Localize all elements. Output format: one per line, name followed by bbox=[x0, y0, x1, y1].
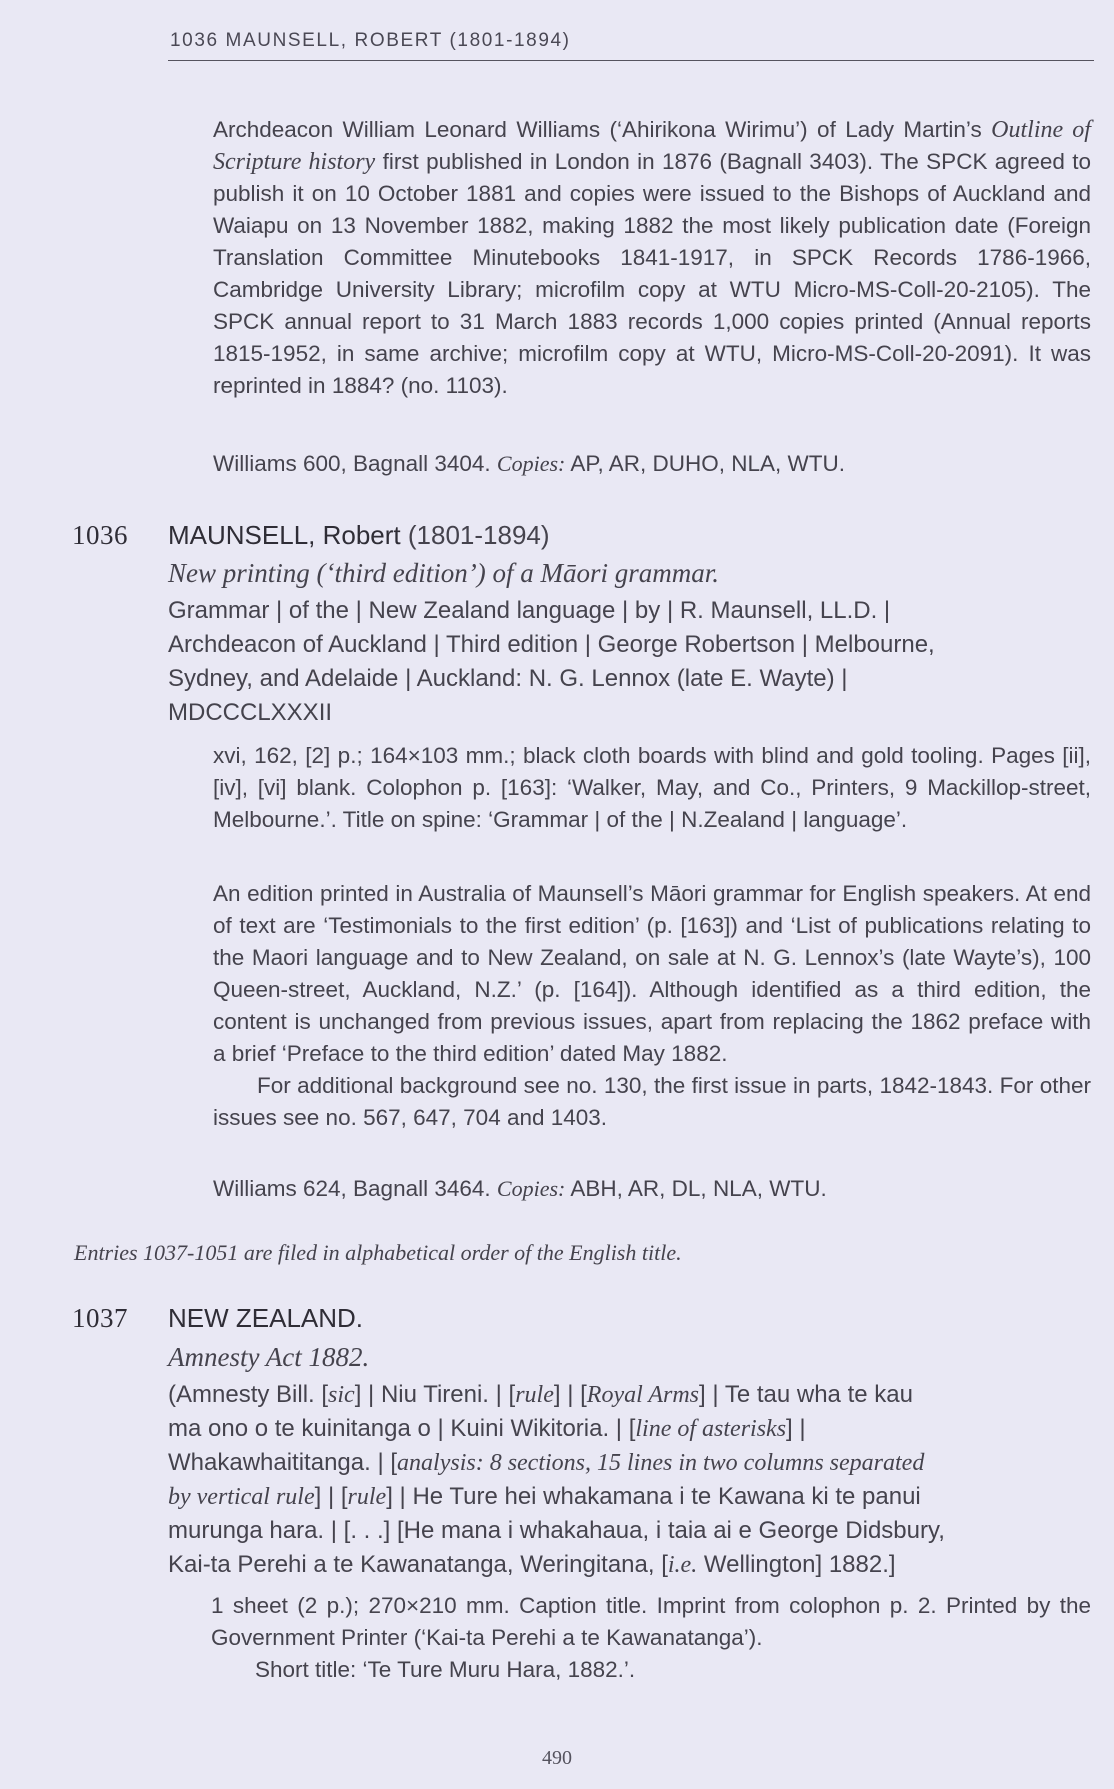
entry-dates: (1801-1894) bbox=[407, 520, 550, 550]
entry-heading bbox=[168, 520, 550, 551]
collation-text: xvi, 162, [2] p.; 164×103 mm.; black cloth boards with blind and gold tooling. Pages [ii], [iv], [vi] blank. Colophon p. [163]: ‘Walker, May, and Co., Printers, 9 Mackillop-street, Melbourne.’. Title on spine: ‘Grammar | of the | N.Zealand | language’. bbox=[213, 743, 1091, 832]
entry-subtitle: New printing (‘third edition’) of a Māori grammar. bbox=[168, 558, 719, 588]
transcription-line: murunga hara. | [. . .] [He mana i whakahaua, i taia ai e George Didsbury, bbox=[168, 1517, 945, 1544]
transcription-line: Sydney, and Adelaide | Auckland: N. G. Lennox (late E. Wayte) | bbox=[168, 665, 848, 692]
entry-heading bbox=[168, 1303, 363, 1334]
copies-label: Copies: bbox=[496, 451, 566, 476]
continuation-italic-title: Outline of Scripture history bbox=[213, 117, 1091, 175]
transcription-line: Kai-ta Perehi a te Kawanatanga, Weringitana, [i.e. Wellington] 1882.] bbox=[168, 1551, 896, 1578]
collation-paragraph bbox=[211, 1590, 1091, 1686]
references: Williams 600, Bagnall 3404. bbox=[213, 451, 491, 476]
references: Williams 624, Bagnall 3464. bbox=[213, 1176, 491, 1201]
transcription-line: Grammar | of the | New Zealand language | by | R. Maunsell, LL.D. | bbox=[168, 597, 891, 624]
transcription-line: Archdeacon of Auckland | Third edition | George Robertson | Melbourne, bbox=[168, 631, 935, 658]
note-paragraph bbox=[213, 878, 1091, 1134]
entry-author: MAUNSELL, Robert bbox=[168, 520, 401, 550]
entry-author: NEW ZEALAND. bbox=[168, 1303, 364, 1333]
running-header: 1036 MAUNSELL, ROBERT (1801-1894) bbox=[170, 30, 571, 51]
transcription-line: by vertical rule] | [rule] | He Ture hei whakamana i te Kawana ki te panui bbox=[168, 1483, 921, 1510]
entry-subtitle: Amnesty Act 1882. bbox=[168, 1342, 370, 1372]
continuation-refs bbox=[213, 448, 1091, 480]
copies-list: ABH, AR, DL, NLA, WTU. bbox=[570, 1176, 827, 1201]
header-rule bbox=[168, 60, 1094, 61]
collation-text: 1 sheet (2 p.); 270×210 mm. Caption title. Imprint from colophon p. 2. Printed by the Government Printer (‘Kai-ta Perehi a te Kawanatanga’). bbox=[211, 1593, 1091, 1650]
continuation-text-start: Archdeacon William Leonard Williams (‘Ahirikona Wirimu’) of Lady Martin’s bbox=[213, 117, 982, 142]
page-number: 490 bbox=[542, 1747, 572, 1769]
filing-note: Entries 1037-1051 are filed in alphabetical order of the English title. bbox=[74, 1240, 682, 1265]
continuation-paragraph bbox=[213, 114, 1091, 402]
transcription-line: MDCCCLXXXII bbox=[168, 699, 333, 726]
note-text-2: For additional background see no. 130, the first issue in parts, 1842-1843. For other issues see no. 567, 647, 704 and 1403. bbox=[213, 1073, 1091, 1130]
entry-number: 1036 bbox=[72, 520, 128, 550]
transcription-line: (Amnesty Bill. [sic] | Niu Tireni. | [rule] | [Royal Arms] | Te tau wha te kau bbox=[168, 1381, 913, 1408]
transcription-line: Whakawhaititanga. | [analysis: 8 sections, 15 lines in two columns separated bbox=[168, 1449, 925, 1476]
entry-number: 1037 bbox=[72, 1303, 128, 1333]
title-transcription bbox=[168, 1378, 1088, 1582]
continuation-text-rest: first published in London in 1876 (Bagnall 3403). The SPCK agreed to publish it on 10 October 1881 and copies were issued to the Bishops of Auckland and Waiapu on 13 November 1882, making 1882 the most likely publication date (Foreign Translation Committee Minutebooks 1841-1917, in SPCK Records 1786-1966, Cambridge University Library; microfilm copy at WTU Micro-MS-Coll-20-2105). The SPCK annual report to 31 March 1883 records 1,000 copies printed (Annual reports 1815-1952, in same archive; microfilm copy at WTU, Micro-MS-Coll-20-2091). It was reprinted in 1884? (no. 1103). bbox=[213, 149, 1091, 398]
transcription-line: ma ono o te kuinitanga o | Kuini Wikitoria. | [line of asterisks] | bbox=[168, 1415, 806, 1442]
short-title: Short title: ‘Te Ture Muru Hara, 1882.’. bbox=[255, 1657, 636, 1682]
collation-paragraph bbox=[213, 740, 1091, 836]
copies-list: AP, AR, DUHO, NLA, WTU. bbox=[570, 451, 846, 476]
title-transcription bbox=[168, 594, 1088, 730]
entry-refs bbox=[213, 1173, 1091, 1205]
note-text: An edition printed in Australia of Maunsell’s Māori grammar for English speakers. At end of text are ‘Testimonials to the first edition’ (p. [163]) and ‘List of publications relating to the Maori language and to New Zealand, on sale at N. G. Lennox’s (late Wayte’s), 100 Queen-street, Auckland, N.Z.’ (p. [164]). Although identified as a third edition, the content is unchanged from previous issues, apart from replacing the 1862 preface with a brief ‘Preface to the third edition’ dated May 1882. bbox=[213, 881, 1091, 1066]
copies-label: Copies: bbox=[496, 1176, 566, 1201]
